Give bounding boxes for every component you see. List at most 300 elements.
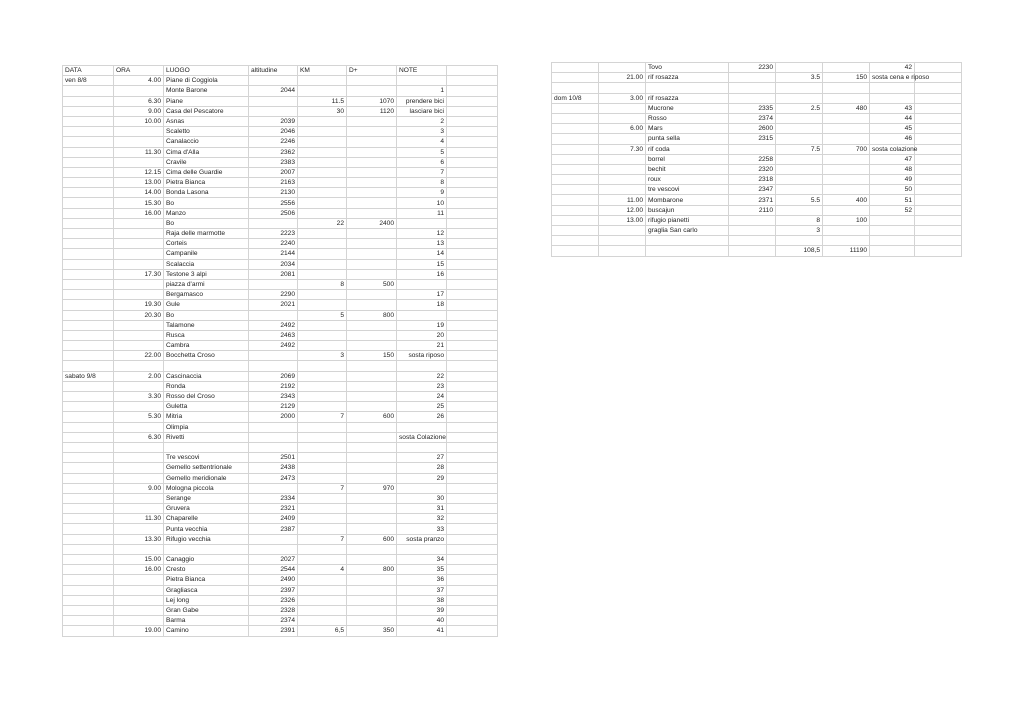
table-cell: 2007 bbox=[249, 167, 298, 177]
table-cell bbox=[347, 381, 397, 391]
table-cell: Cima delle Guardie bbox=[164, 167, 249, 177]
table-cell: 6,5 bbox=[298, 626, 347, 636]
table-row bbox=[63, 218, 498, 228]
table-cell bbox=[114, 259, 164, 269]
table-cell bbox=[599, 236, 646, 246]
table-cell: buscajun bbox=[646, 205, 729, 215]
table-cell bbox=[729, 83, 776, 93]
table-row bbox=[552, 175, 962, 185]
table-cell: 2391 bbox=[249, 626, 298, 636]
table-cell: 30 bbox=[397, 493, 447, 503]
table-cell bbox=[298, 544, 347, 554]
table-cell: Canaggio bbox=[164, 555, 249, 565]
table-cell bbox=[63, 229, 114, 239]
table-cell: 20 bbox=[397, 330, 447, 340]
table-cell bbox=[823, 205, 870, 215]
table-cell: 2034 bbox=[249, 259, 298, 269]
table-cell: 2492 bbox=[249, 341, 298, 351]
table-cell bbox=[447, 167, 498, 177]
table-cell bbox=[447, 616, 498, 626]
table-row bbox=[63, 96, 498, 106]
table-row bbox=[63, 351, 498, 361]
table-cell: Gruvera bbox=[164, 504, 249, 514]
table-cell: borrel bbox=[646, 154, 729, 164]
table-cell bbox=[347, 147, 397, 157]
table-cell: 12.15 bbox=[114, 167, 164, 177]
table-cell: Barma bbox=[164, 616, 249, 626]
table-cell: Gule bbox=[164, 300, 249, 310]
table-cell bbox=[63, 157, 114, 167]
table-cell bbox=[915, 63, 962, 73]
table-cell: 8 bbox=[776, 215, 823, 225]
table-row bbox=[63, 453, 498, 463]
table-cell bbox=[599, 226, 646, 236]
table-cell: 7 bbox=[298, 412, 347, 422]
table-cell bbox=[63, 320, 114, 330]
table-cell bbox=[63, 524, 114, 534]
table-cell bbox=[447, 595, 498, 605]
table-cell: 13.00 bbox=[599, 215, 646, 225]
table-cell: Lej long bbox=[164, 595, 249, 605]
table-cell bbox=[823, 134, 870, 144]
table-cell bbox=[298, 208, 347, 218]
table-cell: Piane bbox=[164, 96, 249, 106]
table-cell bbox=[298, 361, 347, 371]
table-cell bbox=[347, 198, 397, 208]
table-cell bbox=[114, 157, 164, 167]
table-cell bbox=[347, 463, 397, 473]
table-cell: 9.00 bbox=[114, 483, 164, 493]
table-cell: 2110 bbox=[729, 205, 776, 215]
table-cell: 3.30 bbox=[114, 392, 164, 402]
table-cell: Rosso bbox=[646, 113, 729, 123]
table-row bbox=[63, 106, 498, 116]
table-row bbox=[63, 167, 498, 177]
table-cell: 2230 bbox=[729, 63, 776, 73]
table-cell: 3.00 bbox=[599, 93, 646, 103]
table-cell bbox=[63, 565, 114, 575]
table-cell bbox=[447, 361, 498, 371]
table-cell: 2321 bbox=[249, 504, 298, 514]
table-cell bbox=[397, 76, 447, 86]
column-header: KM bbox=[298, 66, 347, 76]
table-cell: 22 bbox=[298, 218, 347, 228]
table-cell bbox=[63, 381, 114, 391]
table-cell bbox=[347, 392, 397, 402]
table-cell: 48 bbox=[870, 164, 915, 174]
table-cell bbox=[347, 290, 397, 300]
table-cell bbox=[347, 320, 397, 330]
table-cell bbox=[397, 361, 447, 371]
table-row bbox=[552, 236, 962, 246]
table-cell bbox=[63, 534, 114, 544]
table-cell: 2046 bbox=[249, 127, 298, 137]
table-cell: 49 bbox=[870, 175, 915, 185]
table-cell bbox=[63, 239, 114, 249]
table-cell bbox=[249, 218, 298, 228]
table-cell bbox=[63, 167, 114, 177]
table-cell bbox=[447, 269, 498, 279]
table-cell bbox=[63, 626, 114, 636]
table-cell bbox=[298, 300, 347, 310]
table-cell bbox=[447, 147, 498, 157]
table-cell bbox=[114, 239, 164, 249]
table-cell: 970 bbox=[347, 483, 397, 493]
table-cell bbox=[646, 246, 729, 256]
table-cell bbox=[347, 605, 397, 615]
table-cell: 2343 bbox=[249, 392, 298, 402]
table-cell bbox=[63, 432, 114, 442]
table-cell bbox=[870, 236, 915, 246]
table-cell: Chaparelle bbox=[164, 514, 249, 524]
table-cell: 7.5 bbox=[776, 144, 823, 154]
table-cell: 2027 bbox=[249, 555, 298, 565]
table-cell: Mologna piccola bbox=[164, 483, 249, 493]
table-row bbox=[63, 422, 498, 432]
table-cell bbox=[447, 575, 498, 585]
table-cell: Canalaccio bbox=[164, 137, 249, 147]
table-cell bbox=[298, 371, 347, 381]
table-cell bbox=[63, 616, 114, 626]
table-cell bbox=[599, 83, 646, 93]
table-cell bbox=[915, 103, 962, 113]
table-row bbox=[63, 463, 498, 473]
table-cell: piazza d'armi bbox=[164, 279, 249, 289]
table-cell: Tovo bbox=[646, 63, 729, 73]
table-cell bbox=[114, 463, 164, 473]
table-cell bbox=[447, 565, 498, 575]
table-cell: tre vescovi bbox=[646, 185, 729, 195]
table-cell bbox=[347, 127, 397, 137]
table-cell bbox=[646, 83, 729, 93]
table-cell bbox=[447, 96, 498, 106]
table-cell: 7 bbox=[298, 534, 347, 544]
table-cell: Gemello settentrionale bbox=[164, 463, 249, 473]
table-cell bbox=[397, 218, 447, 228]
table-cell bbox=[823, 175, 870, 185]
table-cell: Bo bbox=[164, 218, 249, 228]
table-cell: 28 bbox=[397, 463, 447, 473]
table-row bbox=[63, 310, 498, 320]
table-cell: 21 bbox=[397, 341, 447, 351]
table-cell bbox=[298, 341, 347, 351]
table-cell bbox=[114, 218, 164, 228]
table-cell: 2318 bbox=[729, 175, 776, 185]
table-cell bbox=[776, 175, 823, 185]
table-row bbox=[63, 585, 498, 595]
table-cell bbox=[447, 341, 498, 351]
table-cell: Pietra Bianca bbox=[164, 178, 249, 188]
table-cell bbox=[114, 320, 164, 330]
table-cell: sosta Colazione bbox=[397, 432, 447, 442]
table-cell: 5.5 bbox=[776, 195, 823, 205]
table-cell bbox=[298, 463, 347, 473]
table-cell: Monte Barone bbox=[164, 86, 249, 96]
table-cell bbox=[447, 259, 498, 269]
table-cell: roux bbox=[646, 175, 729, 185]
table-cell bbox=[298, 422, 347, 432]
table-row bbox=[63, 249, 498, 259]
table-cell bbox=[915, 83, 962, 93]
table-cell bbox=[114, 330, 164, 340]
table-row bbox=[63, 402, 498, 412]
column-header: NOTE bbox=[397, 66, 447, 76]
table-cell bbox=[552, 195, 599, 205]
itinerary-sheet-left bbox=[62, 65, 498, 637]
table-cell bbox=[823, 124, 870, 134]
table-cell bbox=[347, 473, 397, 483]
table-cell bbox=[347, 259, 397, 269]
table-row bbox=[63, 524, 498, 534]
table-row bbox=[63, 239, 498, 249]
table-row bbox=[63, 626, 498, 636]
table-cell: 12 bbox=[397, 229, 447, 239]
table-cell bbox=[599, 164, 646, 174]
table-cell: 46 bbox=[870, 134, 915, 144]
table-cell: 480 bbox=[823, 103, 870, 113]
table-cell: Manzo bbox=[164, 208, 249, 218]
table-cell bbox=[552, 154, 599, 164]
table-row bbox=[552, 226, 962, 236]
table-cell bbox=[915, 164, 962, 174]
table-cell bbox=[915, 236, 962, 246]
table-cell bbox=[447, 422, 498, 432]
table-cell bbox=[347, 453, 397, 463]
table-cell bbox=[447, 178, 498, 188]
table-cell bbox=[249, 106, 298, 116]
table-cell bbox=[447, 127, 498, 137]
table-cell bbox=[776, 124, 823, 134]
table-cell: Piane di Coggiola bbox=[164, 76, 249, 86]
table-cell: 2021 bbox=[249, 300, 298, 310]
table-row bbox=[552, 215, 962, 225]
table-cell bbox=[447, 514, 498, 524]
table-cell bbox=[249, 351, 298, 361]
table-cell: sosta cena e riposo bbox=[870, 73, 915, 83]
table-cell bbox=[114, 229, 164, 239]
table-cell bbox=[447, 473, 498, 483]
table-cell bbox=[823, 236, 870, 246]
table-cell: sosta riposo bbox=[397, 351, 447, 361]
table-cell: 41 bbox=[397, 626, 447, 636]
table-cell bbox=[298, 493, 347, 503]
table-cell: Rosso del Croso bbox=[164, 392, 249, 402]
table-row bbox=[63, 605, 498, 615]
table-cell: sabato 9/8 bbox=[63, 371, 114, 381]
table-cell: 43 bbox=[870, 103, 915, 113]
table-cell: 38 bbox=[397, 595, 447, 605]
table-cell: Gran Gabe bbox=[164, 605, 249, 615]
table-cell: Olimpia bbox=[164, 422, 249, 432]
table-cell bbox=[63, 198, 114, 208]
table-row bbox=[552, 113, 962, 123]
table-row bbox=[63, 341, 498, 351]
table-cell: 7 bbox=[397, 167, 447, 177]
table-row bbox=[63, 188, 498, 198]
table-cell: Gemello meridionale bbox=[164, 473, 249, 483]
table-cell: 23 bbox=[397, 381, 447, 391]
table-cell bbox=[114, 402, 164, 412]
table-cell: 2069 bbox=[249, 371, 298, 381]
column-header: ORA bbox=[114, 66, 164, 76]
table-cell bbox=[63, 514, 114, 524]
table-cell bbox=[447, 208, 498, 218]
table-row bbox=[63, 147, 498, 157]
table-cell bbox=[63, 218, 114, 228]
table-cell bbox=[776, 83, 823, 93]
table-cell: Casa del Pescatore bbox=[164, 106, 249, 116]
table-cell bbox=[347, 361, 397, 371]
table-cell bbox=[298, 402, 347, 412]
table-cell bbox=[870, 83, 915, 93]
table-cell: 2362 bbox=[249, 147, 298, 157]
table-cell: 5 bbox=[397, 147, 447, 157]
table-cell bbox=[114, 137, 164, 147]
table-cell: 2544 bbox=[249, 565, 298, 575]
table-cell bbox=[599, 134, 646, 144]
table-cell: lasciare bici bbox=[397, 106, 447, 116]
table-cell bbox=[114, 504, 164, 514]
table-cell bbox=[63, 473, 114, 483]
table-cell bbox=[298, 269, 347, 279]
table-cell: 3 bbox=[776, 226, 823, 236]
table-cell bbox=[447, 483, 498, 493]
table-cell bbox=[347, 371, 397, 381]
table-cell: Bo bbox=[164, 310, 249, 320]
table-cell bbox=[298, 259, 347, 269]
table-cell bbox=[447, 320, 498, 330]
table-cell: 22.00 bbox=[114, 351, 164, 361]
table-cell bbox=[552, 185, 599, 195]
table-cell bbox=[298, 330, 347, 340]
table-cell bbox=[599, 63, 646, 73]
table-cell: 26 bbox=[397, 412, 447, 422]
table-cell bbox=[347, 544, 397, 554]
table-cell: 11.30 bbox=[114, 147, 164, 157]
table-cell bbox=[347, 432, 397, 442]
table-cell bbox=[249, 96, 298, 106]
table-cell bbox=[447, 555, 498, 565]
table-cell: 800 bbox=[347, 310, 397, 320]
table-cell: 35 bbox=[397, 565, 447, 575]
table-cell bbox=[347, 116, 397, 126]
table-row bbox=[63, 86, 498, 96]
table-cell bbox=[552, 246, 599, 256]
table-cell bbox=[63, 575, 114, 585]
table-cell bbox=[397, 279, 447, 289]
table-cell: sosta colazione bbox=[870, 144, 915, 154]
table-cell bbox=[915, 154, 962, 164]
table-cell: Raja delle marmotte bbox=[164, 229, 249, 239]
table-cell: Bergamasco bbox=[164, 290, 249, 300]
table-cell bbox=[63, 504, 114, 514]
table-cell bbox=[164, 544, 249, 554]
table-cell: 2.00 bbox=[114, 371, 164, 381]
table-cell bbox=[347, 616, 397, 626]
table-cell bbox=[776, 93, 823, 103]
table-row bbox=[63, 157, 498, 167]
table-cell bbox=[63, 188, 114, 198]
table-cell: 15.30 bbox=[114, 198, 164, 208]
table-cell bbox=[249, 544, 298, 554]
table-cell: 32 bbox=[397, 514, 447, 524]
table-cell bbox=[599, 175, 646, 185]
table-cell: 2240 bbox=[249, 239, 298, 249]
table-cell: 2163 bbox=[249, 178, 298, 188]
table-cell: Testone 3 alpi bbox=[164, 269, 249, 279]
table-cell bbox=[347, 269, 397, 279]
table-cell: Mucrone bbox=[646, 103, 729, 113]
table-cell: 2347 bbox=[729, 185, 776, 195]
table-cell: ven 8/8 bbox=[63, 76, 114, 86]
table-cell: Guletta bbox=[164, 402, 249, 412]
table-row bbox=[63, 198, 498, 208]
table-cell: 2409 bbox=[249, 514, 298, 524]
table-cell: 108,5 bbox=[776, 246, 823, 256]
table-cell bbox=[298, 585, 347, 595]
table-cell: 27 bbox=[397, 453, 447, 463]
table-cell bbox=[298, 249, 347, 259]
table-cell bbox=[63, 392, 114, 402]
table-cell bbox=[63, 361, 114, 371]
table-cell: 5.30 bbox=[114, 412, 164, 422]
table-cell: 6.30 bbox=[114, 96, 164, 106]
table-cell: 3 bbox=[397, 127, 447, 137]
table-cell: 36 bbox=[397, 575, 447, 585]
table-cell: 2334 bbox=[249, 493, 298, 503]
table-cell: 2438 bbox=[249, 463, 298, 473]
column-header: DATA bbox=[63, 66, 114, 76]
table-cell bbox=[63, 605, 114, 615]
table-row bbox=[552, 144, 962, 154]
table-row bbox=[63, 330, 498, 340]
table-cell: 33 bbox=[397, 524, 447, 534]
table-cell bbox=[249, 361, 298, 371]
table-cell: Mars bbox=[646, 124, 729, 134]
table-cell bbox=[447, 463, 498, 473]
table-cell bbox=[298, 453, 347, 463]
table-cell: 2.5 bbox=[776, 103, 823, 113]
table-cell: 1070 bbox=[347, 96, 397, 106]
table-cell: 2506 bbox=[249, 208, 298, 218]
table-cell: Serange bbox=[164, 493, 249, 503]
table-cell: 37 bbox=[397, 585, 447, 595]
table-cell bbox=[776, 236, 823, 246]
table-cell: 2223 bbox=[249, 229, 298, 239]
table-cell: 6.30 bbox=[114, 432, 164, 442]
table-cell bbox=[447, 157, 498, 167]
table-cell bbox=[298, 147, 347, 157]
table-cell: 2556 bbox=[249, 198, 298, 208]
table-cell: 10 bbox=[397, 198, 447, 208]
table-cell bbox=[63, 127, 114, 137]
table-cell bbox=[249, 76, 298, 86]
table-cell bbox=[447, 412, 498, 422]
table-cell: rif rosazza bbox=[646, 73, 729, 83]
table-cell: 16 bbox=[397, 269, 447, 279]
table-cell bbox=[915, 246, 962, 256]
table-cell: 21.00 bbox=[599, 73, 646, 83]
table-cell: 150 bbox=[823, 73, 870, 83]
table-cell: 13 bbox=[397, 239, 447, 249]
table-cell bbox=[729, 246, 776, 256]
table-cell bbox=[870, 215, 915, 225]
table-cell: 2290 bbox=[249, 290, 298, 300]
table-cell bbox=[298, 432, 347, 442]
table-cell bbox=[114, 473, 164, 483]
table-cell bbox=[298, 381, 347, 391]
table-cell: 2258 bbox=[729, 154, 776, 164]
